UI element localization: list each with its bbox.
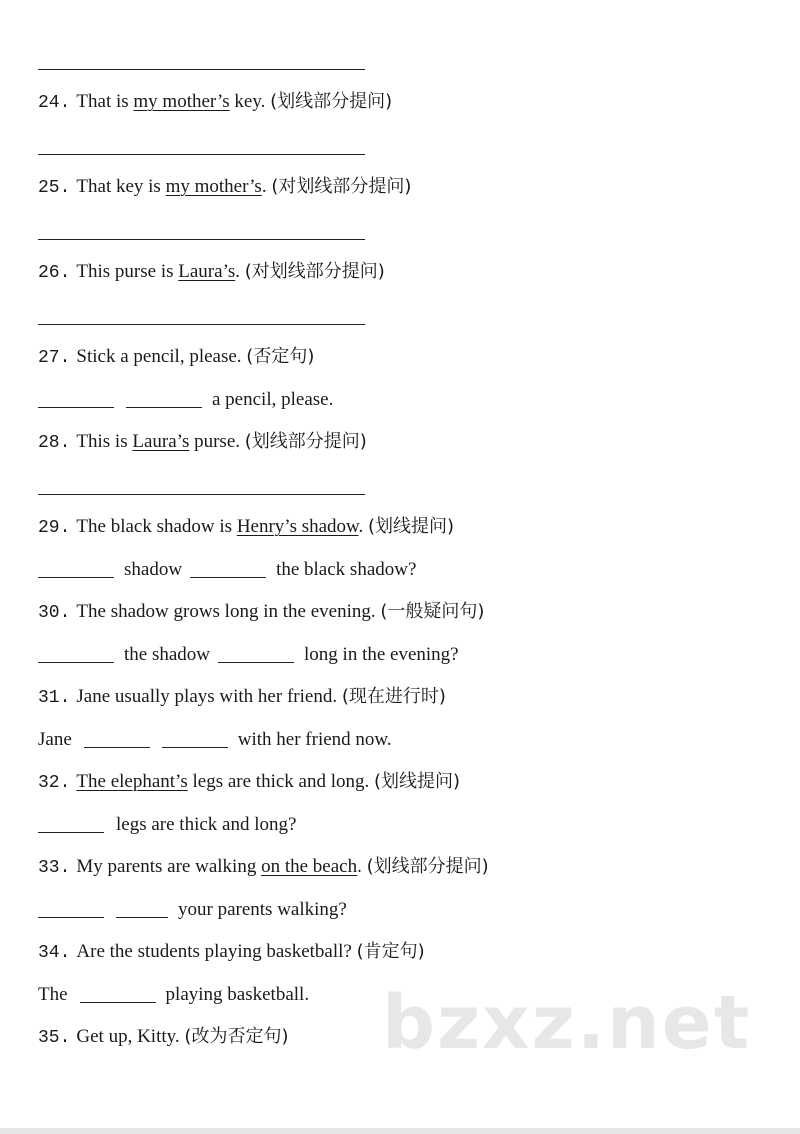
instruction-note: (划线部分提问) (244, 431, 367, 452)
answer-31 (38, 728, 392, 752)
answer-27 (38, 388, 333, 412)
answer-line-23[interactable] (38, 69, 365, 70)
instruction-note: (否定句) (246, 346, 315, 367)
question-text: purse. (189, 431, 245, 452)
question-30 (38, 600, 484, 625)
question-text: That is (76, 91, 134, 112)
question-27 (38, 345, 314, 370)
answer-line-26[interactable] (38, 324, 365, 325)
underlined-phrase: Laura’s (132, 431, 190, 452)
question-text: This is (76, 431, 133, 452)
question-33 (38, 855, 489, 880)
answer-text: Jane (38, 729, 72, 750)
instruction-note: (划线部分提问) (270, 91, 393, 112)
answer-blank[interactable] (80, 1002, 156, 1003)
instruction-note: (肯定句) (356, 941, 425, 962)
instruction-note: (改为否定句) (184, 1026, 289, 1047)
answer-text: legs are thick and long? (116, 814, 297, 835)
answer-text: your parents walking? (178, 899, 347, 920)
question-number: 33. (38, 858, 71, 878)
question-number: 31. (38, 688, 71, 708)
answer-blank[interactable] (38, 662, 114, 663)
answer-blank[interactable] (162, 747, 228, 748)
answer-blank[interactable] (84, 747, 150, 748)
question-24 (38, 90, 392, 115)
instruction-note: (一般疑问句) (380, 601, 485, 622)
question-number: 28. (38, 433, 71, 453)
question-32 (38, 770, 460, 795)
answer-blank[interactable] (116, 917, 168, 918)
question-number: 29. (38, 518, 71, 538)
question-number: 35. (38, 1028, 71, 1048)
instruction-note: (划线提问) (368, 516, 455, 537)
instruction-note: (对划线部分提问) (271, 176, 412, 197)
question-text: Are the students playing basketball? (76, 941, 357, 962)
answer-text: the shadow (124, 644, 211, 665)
underlined-phrase: my mother’s (133, 91, 230, 112)
answer-text: The (38, 984, 68, 1005)
instruction-note: (对划线部分提问) (244, 261, 385, 282)
question-text: That key is (76, 176, 166, 197)
question-text: This purse is (76, 261, 179, 282)
question-text: The shadow grows long in the evening. (76, 601, 381, 622)
question-number: 32. (38, 773, 71, 793)
page-bottom-edge (0, 1128, 800, 1134)
question-text: legs are thick and long. (187, 771, 374, 792)
question-25 (38, 175, 411, 200)
question-text: key. (229, 91, 271, 112)
question-text: . (357, 856, 367, 877)
question-number: 34. (38, 943, 71, 963)
answer-blank[interactable] (218, 662, 294, 663)
answer-blank[interactable] (38, 407, 114, 408)
underlined-phrase: my mother’s (165, 176, 262, 197)
question-34 (38, 940, 425, 965)
underlined-phrase: The elephant’s (76, 771, 188, 792)
answer-blank[interactable] (38, 832, 104, 833)
question-number: 24. (38, 93, 71, 113)
answer-blank[interactable] (126, 407, 202, 408)
question-text: . (261, 176, 272, 197)
question-28 (38, 430, 367, 455)
question-29 (38, 515, 454, 540)
answer-33 (38, 898, 347, 922)
watermark: bzxz.net (382, 980, 752, 1066)
underlined-phrase: Laura’s (178, 261, 236, 282)
question-text: . (358, 516, 369, 537)
answer-text: playing basketball. (165, 984, 310, 1005)
question-31 (38, 685, 446, 710)
answer-text: shadow (124, 559, 183, 580)
question-text: My parents are walking (76, 856, 262, 877)
question-text: The black shadow is (76, 516, 237, 537)
answer-text: a pencil, please. (212, 389, 334, 410)
answer-34 (38, 983, 309, 1007)
answer-text: long in the evening? (304, 644, 459, 665)
question-26 (38, 260, 385, 285)
answer-blank[interactable] (38, 917, 104, 918)
question-number: 27. (38, 348, 71, 368)
question-text: Jane usually plays with her friend. (76, 686, 342, 707)
instruction-note: (划线部分提问) (366, 856, 489, 877)
answer-32 (38, 813, 296, 837)
answer-line-28[interactable] (38, 494, 365, 495)
instruction-note: (划线提问) (374, 771, 461, 792)
instruction-note: (现在进行时) (341, 686, 446, 707)
underlined-phrase: on the beach (261, 856, 358, 877)
question-number: 25. (38, 178, 71, 198)
answer-line-25[interactable] (38, 239, 365, 240)
answer-line-24[interactable] (38, 154, 365, 155)
answer-text: the black shadow? (276, 559, 417, 580)
answer-29 (38, 558, 416, 582)
question-35 (38, 1025, 288, 1050)
question-text: . (235, 261, 245, 282)
answer-30 (38, 643, 459, 667)
question-text: Get up, Kitty. (76, 1026, 185, 1047)
answer-text: with her friend now. (237, 729, 392, 750)
question-number: 26. (38, 263, 71, 283)
answer-blank[interactable] (38, 577, 114, 578)
underlined-phrase: Henry’s shadow (236, 516, 359, 537)
question-text: Stick a pencil, please. (76, 346, 247, 367)
question-number: 30. (38, 603, 71, 623)
answer-blank[interactable] (190, 577, 266, 578)
